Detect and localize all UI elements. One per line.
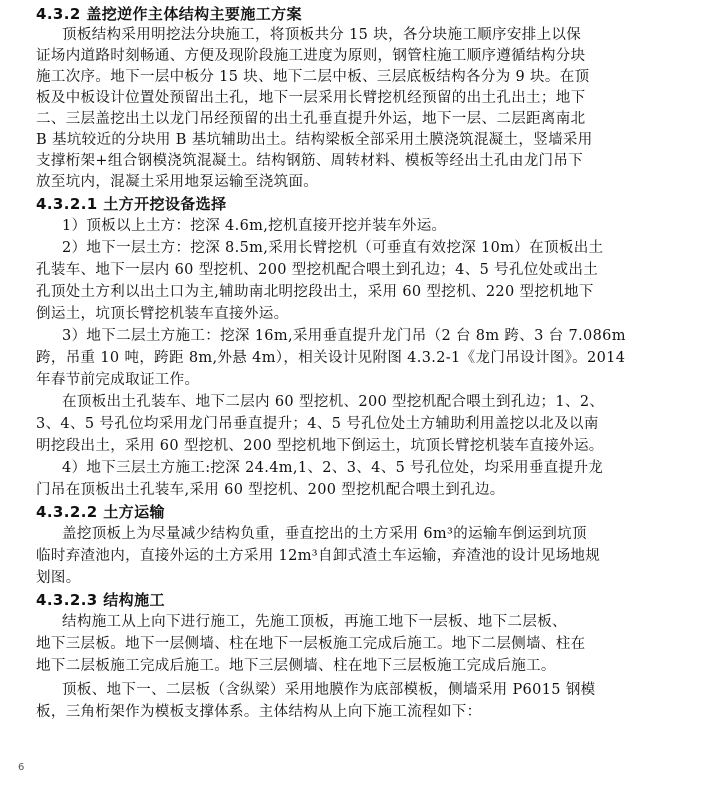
body-line: 跨，吊重 10 吨，跨距 8m,外悬 4m），相关设计见附图 4.3.2-1《龙门吊设计图》。2014 (36, 350, 626, 366)
body-line: 证场内道路时刻畅通、方便及现阶段施工进度为原则，钢管柱施工顺序遵循结构分块 (36, 48, 586, 64)
body-line: 二、三层盖挖出土以龙门吊经预留的出土孔垂直提升外运，地下一层、二层距离南北 (36, 111, 586, 127)
body-line: 3）地下二层土方施工：挖深 16m,采用垂直提升龙门吊（2 台 8m 跨、3 台 7.086m (62, 328, 626, 344)
body-line: 划图。 (36, 570, 81, 586)
body-line: 临时弃渣池内，直接外运的土方采用 12m³自卸式渣土车运输，弃渣池的设计见场地规 (36, 548, 601, 564)
section-heading-4-3-2-1: 4.3.2.1 土方开挖设备选择 (36, 195, 227, 213)
body-line: 放至坑内，混凝土采用地泵运输至浇筑面。 (36, 174, 319, 190)
section-heading-4-3-2-3: 4.3.2.3 结构施工 (36, 591, 165, 609)
body-line: B 基坑较近的分块用 B 基坑辅助出土。结构梁板全部采用土膜浇筑混凝土，竖墙采用 (36, 132, 593, 148)
body-line: 明挖段出土，采用 60 型挖机、200 型挖机地下倒运土，坑顶长臂挖机装车直接外运。 (36, 438, 604, 454)
body-line: 4）地下三层土方施工:挖深 24.4m,1、2、3、4、5 号孔位处，均采用垂直提升龙 (62, 460, 604, 476)
body-line: 倒运土，坑顶长臂挖机装车直接外运。 (36, 306, 289, 322)
body-line: 地下二层板施工完成后施工。地下三层侧墙、柱在地下三层板施工完成后施工。 (36, 658, 556, 674)
body-line: 顶板结构采用明挖法分块施工，将顶板共分 15 块，各分块施工顺序安排上以保 (62, 27, 582, 43)
body-line: 3、4、5 号孔位均采用龙门吊垂直提升；4、5 号孔位处土方辅助利用盖挖以北及以南 (36, 416, 599, 432)
body-line: 孔顶处土方利以出土口为主,辅助南北明挖段出土，采用 60 型挖机、220 型挖机地下 (36, 284, 594, 300)
body-line: 孔装车、地下一层内 60 型挖机、200 型挖机配合喂土到孔边；4、5 号孔位处或出土 (36, 262, 599, 278)
section-heading-4-3-2-2: 4.3.2.2 土方运输 (36, 503, 165, 521)
body-line: 支撑桁架+组合钢模浇筑混凝土。结构钢筋、周转材料、模板等经出土孔由龙门吊下 (36, 153, 584, 169)
body-line: 年春节前完成取证工作。 (36, 372, 200, 388)
body-line: 施工次序。地下一层中板分 15 块、地下二层中板、三层底板结构各分为 9 块。在顶 (36, 69, 590, 85)
body-line: 板及中板设计位置处预留出土孔，地下一层采用长臂挖机经预留的出土孔出土；地下 (36, 90, 586, 106)
body-line: 门吊在顶板出土孔装车,采用 60 型挖机、200 型挖机配合喂土到孔边。 (36, 482, 505, 498)
body-line: 顶板、地下一、二层板（含纵梁）采用地膜作为底部模板，侧墙采用 P6015 钢模 (62, 682, 596, 698)
section-heading-4-3-2: 4.3.2 盖挖逆作主体结构主要施工方案 (36, 5, 302, 23)
page-number: 6 (18, 762, 25, 773)
body-line: 2）地下一层土方：挖深 8.5m,采用长臂挖机（可垂直有效挖深 10m）在顶板出土 (62, 240, 604, 256)
body-line: 1）顶板以上土方：挖深 4.6m,挖机直接开挖并装车外运。 (62, 218, 447, 234)
body-line: 在顶板出土孔装车、地下二层内 60 型挖机、200 型挖机配合喂土到孔边；1、2、 (62, 394, 605, 410)
body-line: 地下三层板。地下一层侧墙、柱在地下一层板施工完成后施工。地下二层侧墙、柱在 (36, 636, 586, 652)
body-line: 板，三角桁架作为模板支撑体系。主体结构从上向下施工流程如下： (36, 704, 482, 720)
body-line: 盖挖顶板上为尽量减少结构负重，垂直挖出的土方采用 6m³的运输车倒运到坑顶 (62, 526, 587, 542)
body-line: 结构施工从上向下进行施工，先施工顶板，再施工地下一层板、地下二层板、 (62, 614, 567, 630)
